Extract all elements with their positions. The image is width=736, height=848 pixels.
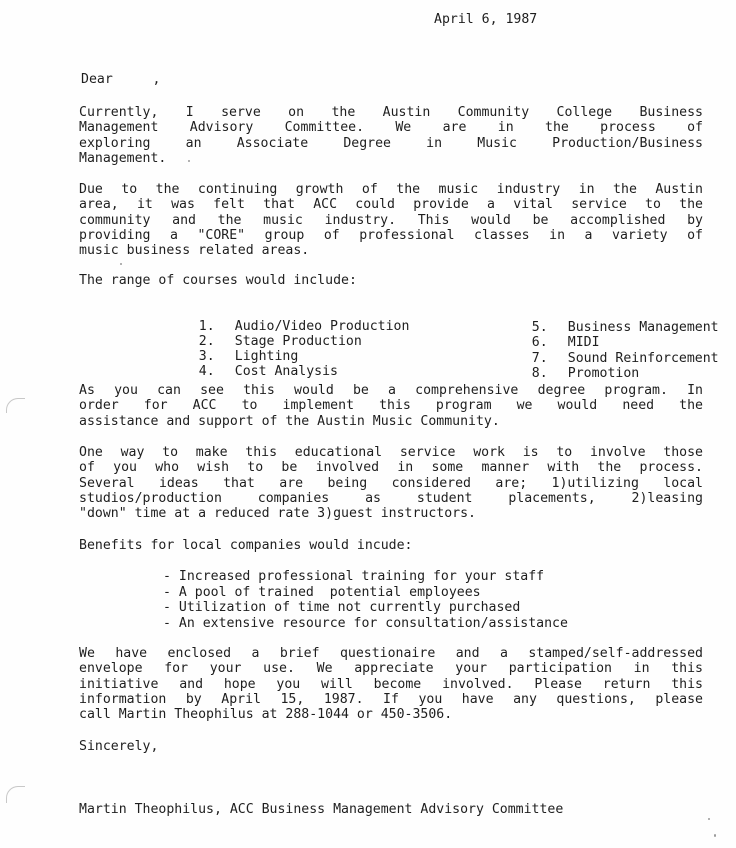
paragraph-line: We have enclosed a brief questionaire and a stamped/self-addressed bbox=[79, 646, 703, 661]
paragraph-growth bbox=[79, 182, 703, 258]
paragraph-line: Several ideas that are being considered are; 1)utilizing local bbox=[79, 475, 703, 491]
paragraph-line: One way to make this educational service work is to involve those bbox=[79, 445, 703, 460]
paragraph-line: exploring an Associate Degree in Music Production/Business bbox=[79, 135, 703, 151]
course-number: 8. bbox=[531, 366, 548, 382]
paragraph-line: assistance and support of the Austin Music Community. bbox=[79, 413, 500, 429]
paragraph-intro bbox=[79, 105, 703, 166]
course-name: MIDI bbox=[567, 335, 600, 351]
scan-speck bbox=[120, 263, 122, 265]
courses-intro: The range of courses would include: bbox=[79, 273, 357, 288]
course-name: Promotion bbox=[567, 366, 640, 382]
course-number: 4. bbox=[198, 364, 215, 380]
paragraph-line: envelope for your use. We appreciate your participation in this bbox=[79, 661, 703, 677]
paragraph-line: As you can see this would be a comprehensive degree program. In bbox=[79, 383, 703, 398]
paragraph-line: "down" time at a reduced rate 3)guest instructors. bbox=[79, 506, 476, 522]
paragraph-line: studios/production companies as student placements, 2)leasing bbox=[79, 490, 703, 506]
benefit-item: - An extensive resource for consultation/assistance bbox=[163, 616, 568, 631]
benefit-item: - Utilization of time not currently purchased bbox=[163, 600, 521, 615]
course-name: Business Management bbox=[567, 320, 719, 336]
course-name: Audio/Video Production bbox=[234, 319, 410, 335]
paragraph-program bbox=[79, 383, 703, 429]
course-name: Sound Reinforcement bbox=[567, 351, 719, 367]
course-number: 5. bbox=[531, 320, 548, 336]
paragraph-line: area, it was felt that ACC could provide a vital service to the bbox=[79, 197, 703, 213]
letter-date: April 6, 1987 bbox=[434, 12, 538, 27]
course-number: 2. bbox=[198, 334, 215, 350]
course-name: Cost Analysis bbox=[234, 364, 338, 380]
benefit-item: - Increased professional training for your staff bbox=[163, 569, 545, 584]
course-name: Stage Production bbox=[234, 334, 362, 350]
paragraph-line: order for ACC to implement this program we would need the bbox=[79, 398, 703, 414]
scan-speck bbox=[188, 160, 190, 162]
course-number: 6. bbox=[531, 335, 548, 351]
salutation: Dear , bbox=[81, 72, 161, 87]
closing: Sincerely, bbox=[79, 739, 159, 754]
scan-speck bbox=[714, 834, 716, 837]
paragraph-line: Management Advisory Committee. We are in the process of bbox=[79, 120, 703, 136]
course-name: Lighting bbox=[234, 349, 299, 365]
paragraph-line: call Martin Theophilus at 288-1044 or 450-3506. bbox=[79, 707, 453, 723]
paragraph-line: initiative and hope you will become involved. Please return this bbox=[79, 676, 703, 692]
paragraph-line: information by April 15, 1987. If you have any questions, please bbox=[79, 691, 703, 707]
paragraph-line: Currently, I serve on the Austin Community College Business bbox=[79, 105, 703, 120]
paragraph-enclosure bbox=[79, 646, 703, 722]
paragraph-line: Management. bbox=[79, 150, 167, 166]
paragraph-involvement bbox=[79, 445, 703, 521]
paragraph-line: of you who wish to be involved in some manner with the process. bbox=[79, 460, 703, 476]
paragraph-line: music business related areas. bbox=[79, 243, 310, 259]
course-number: 7. bbox=[531, 351, 548, 367]
benefit-item: - A pool of trained potential employees bbox=[163, 585, 481, 600]
course-number: 3. bbox=[198, 349, 215, 365]
paragraph-line: Due to the continuing growth of the music industry in the Austin bbox=[79, 182, 703, 197]
benefits-intro: Benefits for local companies would incude: bbox=[79, 538, 413, 553]
signature-line: Martin Theophilus, ACC Business Management Advisory Committee bbox=[79, 802, 564, 817]
scan-mark bbox=[6, 398, 25, 413]
course-number: 1. bbox=[198, 319, 215, 335]
scan-mark bbox=[6, 786, 25, 803]
scan-speck bbox=[708, 818, 710, 820]
paragraph-line: community and the music industry. This would be accomplished by bbox=[79, 212, 703, 228]
paragraph-line: providing a "CORE" group of professional classes in a variety of bbox=[79, 227, 703, 243]
